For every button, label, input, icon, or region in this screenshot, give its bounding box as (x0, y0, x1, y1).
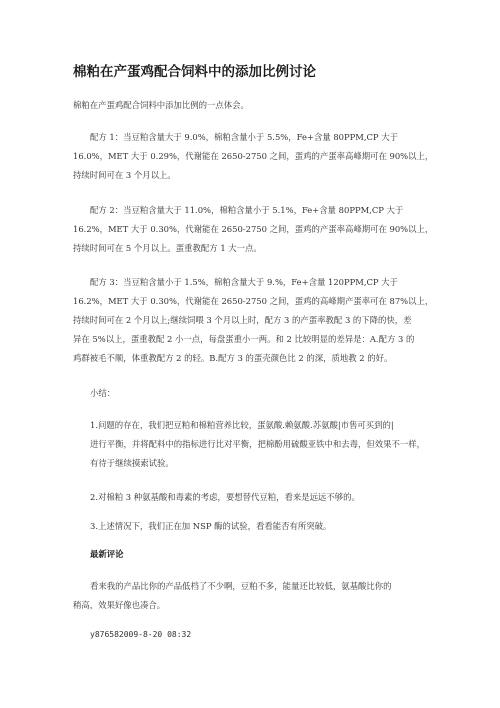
intro-line: 棉粕在产蛋鸡配合饲料中添加比例的一点体会。 (73, 100, 249, 110)
formula-3-line-3: 持续时间可在 2 个月以上;继续饲喂 3 个月以上时，配方 3 的产蛋率教配 3 的下降的快，差 (73, 315, 412, 325)
summary-label-paragraph (73, 384, 433, 403)
formula-3-line-2: 16.2%，MET 大于 0.30%，代谢能在 2650-2750 之间，蛋鸡的高峰期产蛋率可在 87%以上， (73, 296, 433, 306)
summary-point-1-paragraph (73, 416, 433, 473)
formula-1-paragraph (73, 128, 433, 185)
summary-point-3-line-1: 3.上述情况下，我们正在加 NSP 酶的试验，看看能否有所突破。 (90, 521, 332, 531)
document-title: 棉粕在产蛋鸡配合饲料中的添加比例讨论 (73, 64, 316, 80)
formula-3-line-1: 配方 3：当豆粕含量小于 1.5%，棉粕含量大于 9.%，Fe+含量 120PPM,CP 大于 (90, 277, 398, 287)
comments-heading: 最新评论 (90, 549, 124, 559)
summary-point-3-paragraph (73, 517, 433, 536)
formula-1-line-1: 配方 1：当豆粕含量大于 9.0%，棉粕含量小于 5.5%，Fe+含量 80PPM,CP 大于 (90, 132, 398, 142)
comment-author-timestamp: y876582009-8-20 08:32 (90, 630, 192, 639)
intro-paragraph (73, 96, 433, 115)
formula-3-paragraph (73, 273, 433, 368)
comment-line-2: 稍高，效果好像也凑合。 (73, 600, 166, 610)
formula-1-line-3: 持续时间可在 3 个月以上。 (73, 170, 176, 180)
comment-line-1: 看来我的产品比你的产品低档了不少啊，豆粕不多，能量还比较低，氨基酸比你的 (90, 581, 392, 591)
summary-point-1-line-3: 有待于继续摸索试验。 (90, 458, 174, 468)
formula-2-paragraph (73, 201, 433, 258)
summary-point-2-paragraph (73, 488, 433, 507)
summary-label: 小结： (90, 388, 116, 398)
formula-3-line-4: 异在 5%以上，蛋重教配 2 小一点，每盘蛋重小一两。和 2 比较明显的差异是：A.配方 3 的 (73, 334, 415, 344)
summary-point-2-line-1: 2.对棉粕 3 种氨基酸和毒素的考虑，要想替代豆粕，看来是远远不够的。 (90, 492, 360, 502)
formula-3-line-5: 鸡群被毛不顺，体重教配方 2 的轻。B.配方 3 的蛋壳颜色比 2 的深，质地教 2 的好。 (73, 353, 393, 363)
formula-2-line-2: 16.2%，MET 大于 0.30%，代谢能在 2650-2750 之间，蛋鸡的产蛋率高峰期可在 90%以上， (73, 224, 433, 234)
formula-1-line-2: 16.0%，MET 大于 0.29%，代谢能在 2650-2750 之间，蛋鸡的产蛋率高峰期可在 90%以上， (73, 151, 433, 161)
comment-paragraph (73, 577, 433, 615)
formula-2-line-3: 持续时间可在 5 个月以上。蛋重教配方 1 大一点。 (73, 243, 262, 253)
summary-point-1-line-2: 进行平衡，并将配料中的指标进行比对平衡，把棉酚用硫酸亚铁中和去毒，但效果不一样， (90, 439, 425, 449)
summary-point-1-line-1: 1.问题的存在，我们把豆粕和棉粕营养比较，蛋氨酸.赖氨酸.苏氨酸|市售可买到的| (90, 420, 394, 430)
formula-2-line-1: 配方 2：当豆粕含量大于 11.0%，棉粕含量小于 5.1%，Fe+含量 80PPM,CP 大于 (90, 205, 404, 215)
